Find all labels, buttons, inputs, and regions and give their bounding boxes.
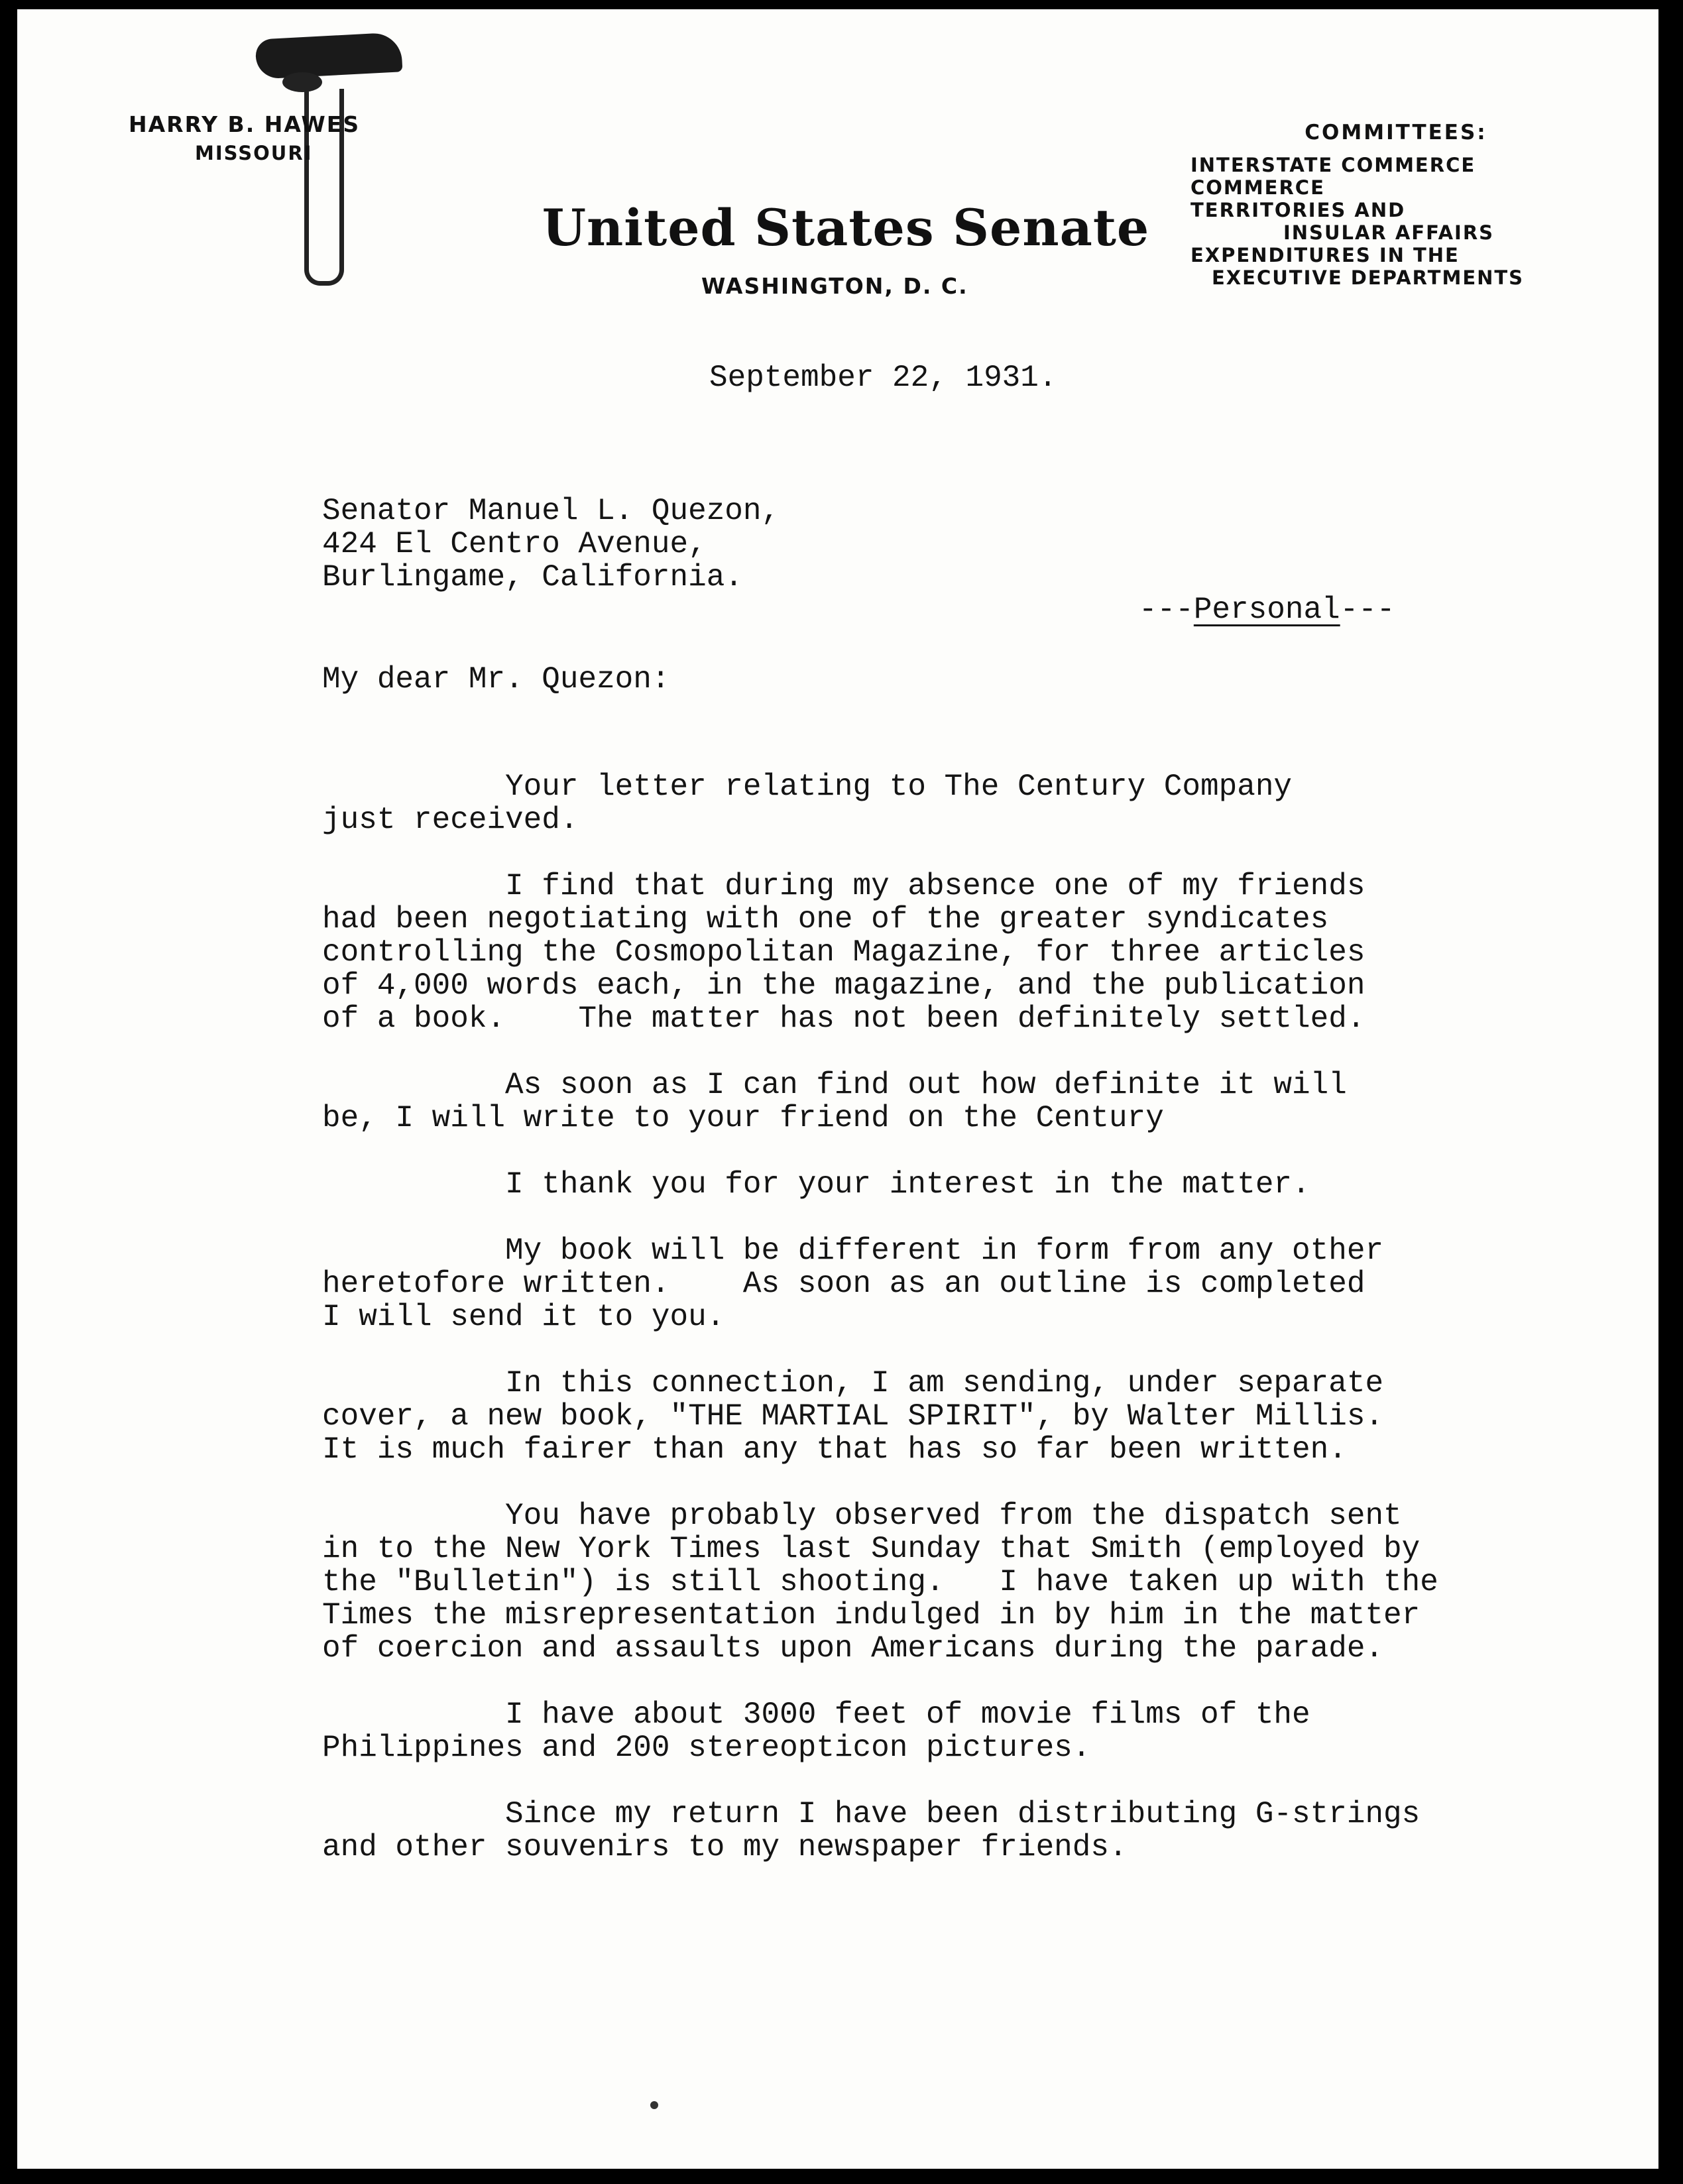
paragraph-line: Since my return I have been distributing G-strings (322, 1797, 1421, 1831)
body-paragraph (322, 1499, 1621, 1665)
recipient-street: 424 El Centro Avenue, (322, 527, 707, 561)
paragraph-line: I thank you for your interest in the matter. (322, 1167, 1310, 1202)
body-paragraph (322, 1798, 1621, 1864)
paragraph-line: of coercion and assaults upon Americans during the parade. (322, 1631, 1384, 1666)
paragraph-line: cover, a new book, "THE MARTIAL SPIRIT", by Walter Millis. (322, 1399, 1384, 1434)
paragraph-line: Your letter relating to The Century Company (322, 770, 1293, 804)
recipient-name: Senator Manuel L. Quezon, (322, 494, 780, 528)
body-paragraph (322, 1234, 1621, 1334)
paragraph-line: heretofore written. As soon as an outline is completed (322, 1267, 1365, 1301)
paragraph-line: It is much fairer than any that has so far been written. (322, 1432, 1347, 1467)
paragraph-line: Philippines and 200 stereopticon pictures. (322, 1731, 1091, 1765)
recipient-address (322, 494, 780, 594)
committee-item: COMMERCE (1190, 176, 1325, 199)
paragraph-line: the "Bulletin") is still shooting. I have taken up with the (322, 1565, 1438, 1599)
ink-dot (650, 2101, 658, 2109)
committee-item: EXPENDITURES IN THE (1190, 244, 1460, 266)
body-paragraph (322, 870, 1621, 1035)
committee-item: INSULAR AFFAIRS (1283, 221, 1495, 244)
paragraph-line: of a book. The matter has not been definitely settled. (322, 1002, 1365, 1036)
paragraph-line: be, I will write to your friend on the Century (322, 1101, 1164, 1135)
marking-suffix: --- (1340, 593, 1395, 627)
letter-date: September 22, 1931. (709, 361, 1057, 395)
ink-stain (255, 32, 403, 79)
paragraph-line: I have about 3000 feet of movie films of the (322, 1697, 1310, 1732)
marking-word: Personal (1193, 593, 1340, 627)
letterhead-city: WASHINGTON, D. C. (701, 273, 968, 299)
body-paragraph (322, 770, 1621, 836)
recipient-city: Burlingame, California. (322, 560, 743, 595)
letter-page (17, 9, 1658, 2169)
paragraph-line: in to the New York Times last Sunday that Smith (employed by (322, 1532, 1421, 1566)
body-paragraph (322, 1068, 1621, 1135)
paragraph-line: My book will be different in form from any other (322, 1234, 1384, 1268)
body-paragraph (322, 1168, 1621, 1201)
senator-state: MISSOURI (195, 142, 313, 164)
personal-marking (1139, 593, 1395, 627)
committees-heading: COMMITTEES: (1305, 121, 1487, 144)
body-paragraph (322, 1367, 1621, 1466)
paragraph-line: I will send it to you. (322, 1300, 725, 1334)
senator-name: HARRY B. HAWES (129, 111, 361, 137)
paragraph-line: controlling the Cosmopolitan Magazine, for three articles (322, 935, 1365, 970)
committee-item: EXECUTIVE DEPARTMENTS (1212, 266, 1525, 289)
salutation: My dear Mr. Quezon: (322, 662, 670, 697)
paragraph-line: of 4,000 words each, in the magazine, and the publication (322, 968, 1365, 1003)
committee-item: TERRITORIES AND (1190, 199, 1406, 221)
paragraph-line: had been negotiating with one of the greater syndicates (322, 902, 1329, 937)
paragraph-line: You have probably observed from the dispatch sent (322, 1499, 1402, 1533)
paragraph-line: just received. (322, 803, 579, 837)
paragraph-line: As soon as I can find out how definite it will (322, 1068, 1347, 1102)
body-paragraph (322, 1698, 1621, 1764)
committees-block (1190, 121, 1562, 289)
paragraph-line: I find that during my absence one of my friends (322, 869, 1365, 903)
paragraph-line: In this connection, I am sending, under separate (322, 1366, 1384, 1401)
letter-body (322, 770, 1621, 1897)
paragraph-line: Times the misrepresentation indulged in by him in the matter (322, 1598, 1421, 1633)
paragraph-line: and other souvenirs to my newspaper friends. (322, 1830, 1128, 1865)
marking-prefix: --- (1139, 593, 1194, 627)
committee-item: INTERSTATE COMMERCE (1190, 154, 1476, 176)
letterhead-masthead: United States Senate (542, 198, 1150, 257)
